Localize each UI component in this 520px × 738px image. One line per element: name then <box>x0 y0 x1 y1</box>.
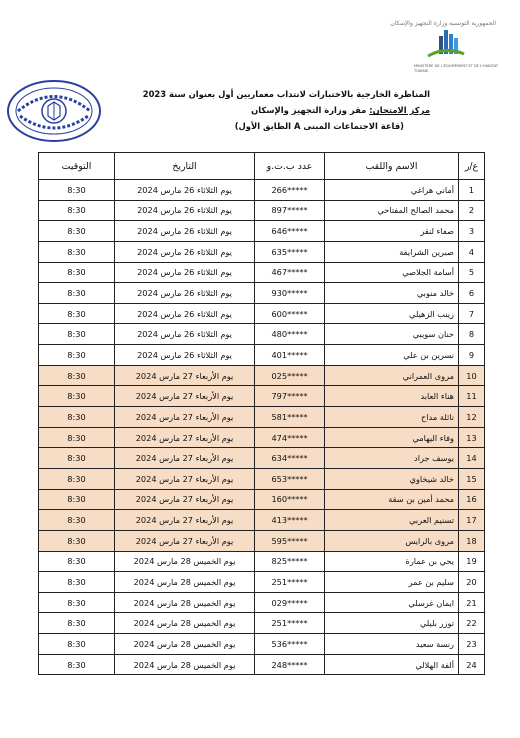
cell-time: 8:30 <box>39 386 115 407</box>
cell-date: يوم الأربعاء 27 مارس 2024 <box>115 530 255 551</box>
cell-id: 029***** <box>255 592 325 613</box>
table-row <box>39 407 485 428</box>
cell-time: 8:30 <box>39 427 115 448</box>
cell-name: نسرين بن علي <box>325 345 459 366</box>
cell-name: سليم بن عمر <box>325 572 459 593</box>
cell-date: يوم الأربعاء 27 مارس 2024 <box>115 489 255 510</box>
cell-time: 8:30 <box>39 654 115 675</box>
cell-name: حنان سويبي <box>325 324 459 345</box>
cell-name: ألفة الهلالي <box>325 654 459 675</box>
cell-num: 24 <box>459 654 485 675</box>
cell-id: 825***** <box>255 551 325 572</box>
table-header-row <box>39 153 485 180</box>
cell-date: يوم الأربعاء 27 مارس 2024 <box>115 468 255 489</box>
cell-num: 7 <box>459 303 485 324</box>
exam-center-value: مقر وزارة التجهيز والإسكان <box>251 105 370 115</box>
cell-date: يوم الأربعاء 27 مارس 2024 <box>115 427 255 448</box>
cell-name: توزر بليلي <box>325 613 459 634</box>
table-row <box>39 241 485 262</box>
cell-time: 8:30 <box>39 324 115 345</box>
cell-name: هناء العابد <box>325 386 459 407</box>
table-row <box>39 303 485 324</box>
cell-num: 11 <box>459 386 485 407</box>
cell-name: مروى بالرايس <box>325 530 459 551</box>
cell-num: 14 <box>459 448 485 469</box>
ministry-logo-french-line2: TUNISIE <box>414 69 429 73</box>
cell-num: 15 <box>459 468 485 489</box>
cell-num: 1 <box>459 180 485 201</box>
candidates-table <box>38 152 485 675</box>
cell-date: يوم الثلاثاء 26 مارس 2024 <box>115 324 255 345</box>
table-body <box>39 180 485 675</box>
exam-center-label: مركز الامتحان: <box>369 105 430 115</box>
cell-time: 8:30 <box>39 200 115 221</box>
table-row <box>39 592 485 613</box>
table-row <box>39 283 485 304</box>
cell-name: تسنيم العربي <box>325 510 459 531</box>
exam-room: (قاعة الاجتماعات المبنى A الطابق الأول) <box>234 121 404 131</box>
cell-date: يوم الثلاثاء 26 مارس 2024 <box>115 180 255 201</box>
cell-name: صبرين الشرايفة <box>325 241 459 262</box>
cell-id: 474***** <box>255 427 325 448</box>
cell-id: 797***** <box>255 386 325 407</box>
cell-num: 16 <box>459 489 485 510</box>
cell-num: 6 <box>459 283 485 304</box>
cell-date: يوم الأربعاء 27 مارس 2024 <box>115 510 255 531</box>
cell-id: 467***** <box>255 262 325 283</box>
cell-num: 18 <box>459 530 485 551</box>
cell-name: يحي بن عمارة <box>325 551 459 572</box>
header-time: التوقيت <box>39 153 115 180</box>
header-num: ع/ر <box>459 153 485 180</box>
cell-time: 8:30 <box>39 345 115 366</box>
cell-name: أسامة الجلاصي <box>325 262 459 283</box>
cell-time: 8:30 <box>39 283 115 304</box>
cell-num: 13 <box>459 427 485 448</box>
cell-num: 9 <box>459 345 485 366</box>
cell-num: 23 <box>459 634 485 655</box>
cell-date: يوم الأربعاء 27 مارس 2024 <box>115 365 255 386</box>
cell-name: خالد منوبي <box>325 283 459 304</box>
table-row <box>39 345 485 366</box>
cell-id: 930***** <box>255 283 325 304</box>
cell-date: يوم الثلاثاء 26 مارس 2024 <box>115 241 255 262</box>
cell-time: 8:30 <box>39 530 115 551</box>
cell-num: 12 <box>459 407 485 428</box>
cell-num: 20 <box>459 572 485 593</box>
official-seal-stamp <box>4 78 104 144</box>
cell-id: 897***** <box>255 200 325 221</box>
cell-date: يوم الثلاثاء 26 مارس 2024 <box>115 345 255 366</box>
cell-name: يوسف جراد <box>325 448 459 469</box>
cell-time: 8:30 <box>39 180 115 201</box>
cell-id: 595***** <box>255 530 325 551</box>
table-row <box>39 613 485 634</box>
cell-name: ايمان غرسلي <box>325 592 459 613</box>
header-name: الاسم واللقب <box>325 153 459 180</box>
cell-name: زينب الزهيلي <box>325 303 459 324</box>
table-row <box>39 634 485 655</box>
cell-time: 8:30 <box>39 221 115 242</box>
cell-time: 8:30 <box>39 489 115 510</box>
table-row <box>39 262 485 283</box>
cell-date: يوم الأربعاء 27 مارس 2024 <box>115 448 255 469</box>
cell-name: خالد شيخاوي <box>325 468 459 489</box>
table-row <box>39 654 485 675</box>
cell-date: يوم الخميس 28 مارس 2024 <box>115 654 255 675</box>
cell-name: مروى العمراني <box>325 365 459 386</box>
cell-num: 3 <box>459 221 485 242</box>
ministry-building-icon <box>426 26 466 60</box>
cell-time: 8:30 <box>39 613 115 634</box>
table-row <box>39 489 485 510</box>
cell-num: 22 <box>459 613 485 634</box>
table-row <box>39 530 485 551</box>
table-row <box>39 448 485 469</box>
cell-time: 8:30 <box>39 241 115 262</box>
cell-time: 8:30 <box>39 262 115 283</box>
ministry-logo-french-line1: MINISTÈRE DE L'ÉQUIPEMENT ET DE L'HABITAT <box>414 64 499 68</box>
cell-num: 4 <box>459 241 485 262</box>
table-row <box>39 200 485 221</box>
cell-name: رنسة سعيد <box>325 634 459 655</box>
cell-time: 8:30 <box>39 448 115 469</box>
competition-title: المناظرة الخارجية بالاختبارات لانتداب معماريين أول بعنوان سنة 2023 <box>142 89 430 99</box>
cell-id: 413***** <box>255 510 325 531</box>
cell-date: يوم الأربعاء 27 مارس 2024 <box>115 407 255 428</box>
cell-id: 251***** <box>255 613 325 634</box>
table-row <box>39 510 485 531</box>
table-row <box>39 365 485 386</box>
cell-num: 10 <box>459 365 485 386</box>
cell-date: يوم الأربعاء 27 مارس 2024 <box>115 386 255 407</box>
cell-time: 8:30 <box>39 407 115 428</box>
cell-time: 8:30 <box>39 365 115 386</box>
cell-num: 21 <box>459 592 485 613</box>
document-title-block <box>140 86 430 134</box>
cell-name: صفاء لنقر <box>325 221 459 242</box>
cell-num: 17 <box>459 510 485 531</box>
cell-name: نائلة مداح <box>325 407 459 428</box>
cell-date: يوم الخميس 28 مارس 2024 <box>115 613 255 634</box>
cell-num: 2 <box>459 200 485 221</box>
cell-date: يوم الخميس 28 مارس 2024 <box>115 634 255 655</box>
exam-center-line <box>140 102 430 118</box>
cell-num: 19 <box>459 551 485 572</box>
cell-id: 635***** <box>255 241 325 262</box>
cell-date: يوم الثلاثاء 26 مارس 2024 <box>115 200 255 221</box>
cell-id: 653***** <box>255 468 325 489</box>
cell-name: محمد الصالح المفتاحي <box>325 200 459 221</box>
header-date: التاريخ <box>115 153 255 180</box>
cell-date: يوم الثلاثاء 26 مارس 2024 <box>115 283 255 304</box>
cell-name: محمد أمين بن سقة <box>325 489 459 510</box>
cell-date: يوم الخميس 28 مارس 2024 <box>115 572 255 593</box>
cell-id: 480***** <box>255 324 325 345</box>
cell-time: 8:30 <box>39 592 115 613</box>
cell-id: 251***** <box>255 572 325 593</box>
cell-date: يوم الثلاثاء 26 مارس 2024 <box>115 303 255 324</box>
cell-date: يوم الثلاثاء 26 مارس 2024 <box>115 262 255 283</box>
cell-date: يوم الثلاثاء 26 مارس 2024 <box>115 221 255 242</box>
cell-time: 8:30 <box>39 634 115 655</box>
table-row <box>39 324 485 345</box>
cell-time: 8:30 <box>39 303 115 324</box>
cell-time: 8:30 <box>39 551 115 572</box>
table-row <box>39 221 485 242</box>
table-row <box>39 551 485 572</box>
table-row <box>39 386 485 407</box>
cell-date: يوم الخميس 28 مارس 2024 <box>115 551 255 572</box>
table-row <box>39 572 485 593</box>
table-row <box>39 427 485 448</box>
cell-id: 600***** <box>255 303 325 324</box>
cell-id: 401***** <box>255 345 325 366</box>
cell-num: 5 <box>459 262 485 283</box>
cell-id: 160***** <box>255 489 325 510</box>
cell-time: 8:30 <box>39 510 115 531</box>
cell-id: 581***** <box>255 407 325 428</box>
cell-date: يوم الخميس 28 مارس 2024 <box>115 592 255 613</box>
table-row <box>39 468 485 489</box>
cell-name: أماني هراغي <box>325 180 459 201</box>
ministry-logo <box>390 18 504 78</box>
cell-num: 8 <box>459 324 485 345</box>
header-id: عدد ب.ت.و <box>255 153 325 180</box>
cell-id: 536***** <box>255 634 325 655</box>
ministry-logo-arabic-text: الجمهورية التونسية وزارة التجهيز والإسكان <box>390 20 496 27</box>
cell-id: 634***** <box>255 448 325 469</box>
cell-id: 266***** <box>255 180 325 201</box>
cell-time: 8:30 <box>39 468 115 489</box>
cell-time: 8:30 <box>39 572 115 593</box>
cell-id: 646***** <box>255 221 325 242</box>
cell-name: وفاء اليهامي <box>325 427 459 448</box>
cell-id: 248***** <box>255 654 325 675</box>
table-row <box>39 180 485 201</box>
cell-id: 025***** <box>255 365 325 386</box>
